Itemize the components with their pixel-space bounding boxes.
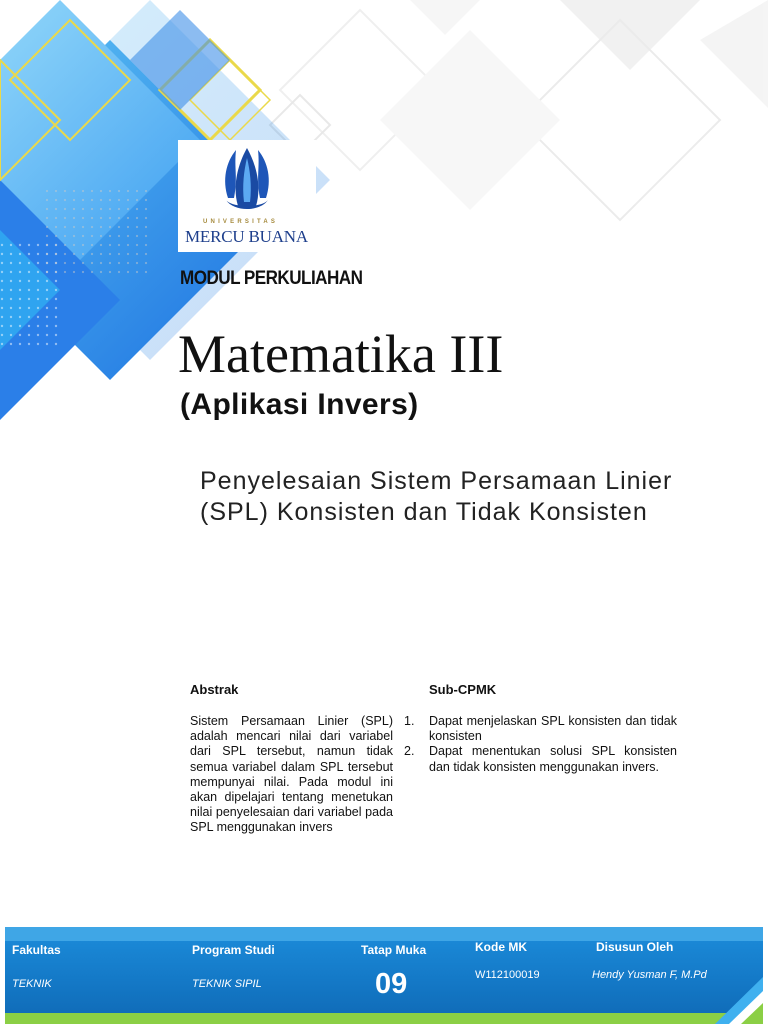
sub-cpmk-heading: Sub-CPMK (429, 682, 497, 697)
sub-cpmk-list (404, 714, 677, 775)
course-subtitle: (Aplikasi Invers) (180, 388, 419, 421)
course-code-value: W112100019 (475, 969, 540, 981)
list-item (404, 714, 677, 744)
session-number: 09 (375, 968, 408, 1000)
footer-green-stripe (5, 1013, 763, 1024)
list-item-text: Dapat menentukan solusi SPL konsisten dan tidak konsisten menggunakan invers. (429, 744, 677, 774)
study-program-label: Program Studi (192, 943, 275, 957)
study-program-value: TEKNIK SIPIL (192, 978, 262, 990)
author-value: Hendy Yusman F, M.Pd (592, 969, 707, 981)
faculty-label: Fakultas (12, 943, 61, 957)
abstract-heading: Abstrak (190, 682, 239, 697)
topic-title: Penyelesaian Sistem Persamaan Linier (SPL) Konsisten dan Tidak Konsisten (200, 467, 673, 526)
faculty-value: TEKNIK (12, 978, 52, 990)
course-code-label: Kode MK (475, 940, 527, 954)
module-type: MODUL PERKULIAHAN (180, 268, 363, 289)
author-label: Disusun Oleh (596, 940, 674, 954)
list-item-number: 2. (404, 744, 415, 759)
abstract-text: Sistem Persamaan Linier (SPL) adalah mencari nilai dari variabel dari SPL tersebut, namun tidak semua variabel dalam SPL tersebut mempunyai nilai. Pada modul ini akan dipelajari tentang menetukan nilai penyelesaian dari variabel pada SPL menggunakan invers (190, 714, 393, 835)
list-item-number: 1. (404, 714, 415, 728)
footer-top-stripe (5, 927, 763, 941)
university-label: UNIVERSITAS (203, 219, 279, 225)
session-label: Tatap Muka (361, 943, 427, 957)
university-name: MERCU BUANA (185, 227, 308, 246)
course-title: Matematika III (178, 324, 504, 384)
info-footer (5, 927, 763, 1024)
list-item-text: Dapat menjelaskan SPL konsisten dan tidak konsisten (429, 714, 677, 744)
list-item (404, 744, 677, 774)
